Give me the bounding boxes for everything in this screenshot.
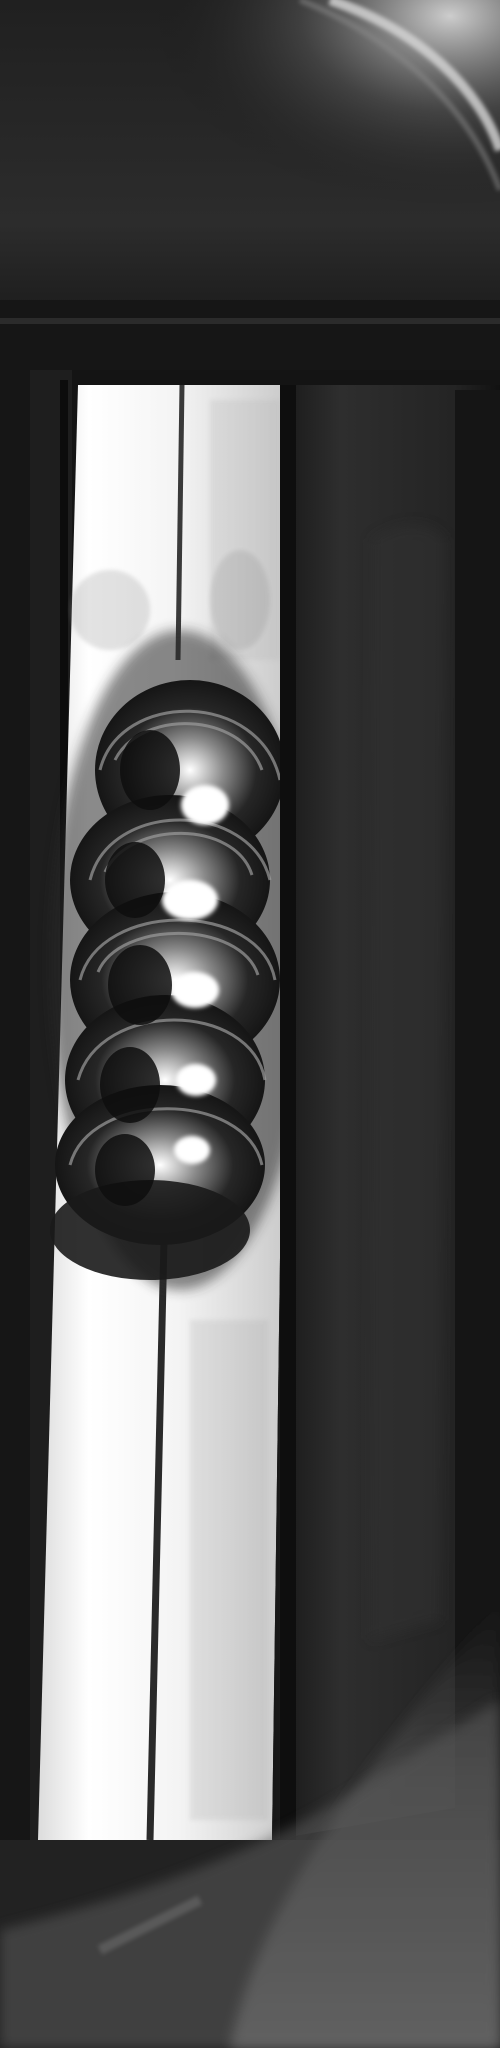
left-frame (0, 370, 30, 1850)
